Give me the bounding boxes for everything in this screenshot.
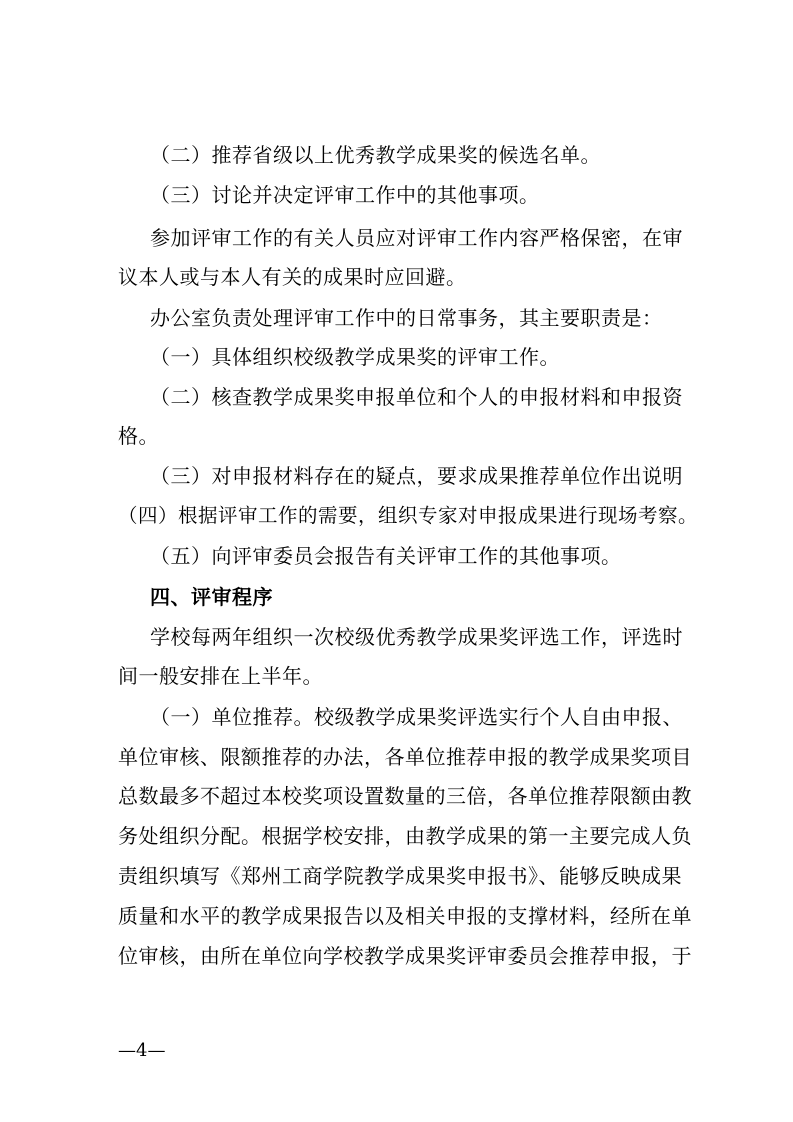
- paragraph-line: （二）推荐省级以上优秀教学成果奖的候选名单。: [150, 143, 601, 167]
- paragraph-line: 议本人或与本人有关的成果时应回避。: [118, 265, 467, 289]
- section-heading: 四、评审程序: [150, 585, 273, 609]
- paragraph-line: （三）对申报材料存在的疑点，要求成果推荐单位作出说明: [150, 464, 683, 488]
- paragraph-line: （四）根据评审工作的需要，组织专家对申报成果进行现场考察。: [118, 504, 699, 527]
- paragraph-line: 责组织填写《郑州工商学院教学成果奖申报书》、能够反映成果: [118, 864, 682, 888]
- paragraph-line: （一）具体组织校级教学成果奖的评审工作。: [150, 345, 560, 369]
- paragraph-line: 质量和水平的教学成果报告以及相关申报的支撑材料，经所在单: [118, 904, 692, 928]
- paragraph-line: （二）核查教学成果奖申报单位和个人的申报材料和申报资: [150, 385, 683, 409]
- paragraph-line: 单位审核、限额推荐的办法，各单位推荐申报的教学成果奖项目: [118, 745, 692, 769]
- paragraph-line: 办公室负责处理评审工作中的日常事务，其主要职责是：: [150, 306, 663, 330]
- paragraph-line: 务处组织分配。根据学校安排，由教学成果的第一主要完成人负: [118, 824, 692, 848]
- paragraph-line: 间一般安排在上半年。: [118, 664, 323, 688]
- paragraph-line: 总数最多不超过本校奖项设置数量的三倍，各单位推荐限额由教: [118, 784, 692, 808]
- paragraph-line: 学校每两年组织一次校级优秀教学成果奖评选工作，评选时: [150, 625, 683, 649]
- paragraph-line: （三）讨论并决定评审工作中的其他事项。: [150, 183, 540, 207]
- paragraph-line: （五）向评审委员会报告有关评审工作的其他事项。: [150, 544, 622, 568]
- paragraph-line: （一）单位推荐。校级教学成果奖评选实行个人自由申报、: [150, 705, 683, 729]
- paragraph-line: 参加评审工作的有关人员应对评审工作内容严格保密，在审: [150, 226, 683, 250]
- paragraph-line: 位审核，由所在单位向学校教学成果奖评审委员会推荐申报，于: [118, 944, 692, 968]
- page-number: —4—: [118, 1040, 166, 1061]
- paragraph-line: 格。: [118, 424, 159, 448]
